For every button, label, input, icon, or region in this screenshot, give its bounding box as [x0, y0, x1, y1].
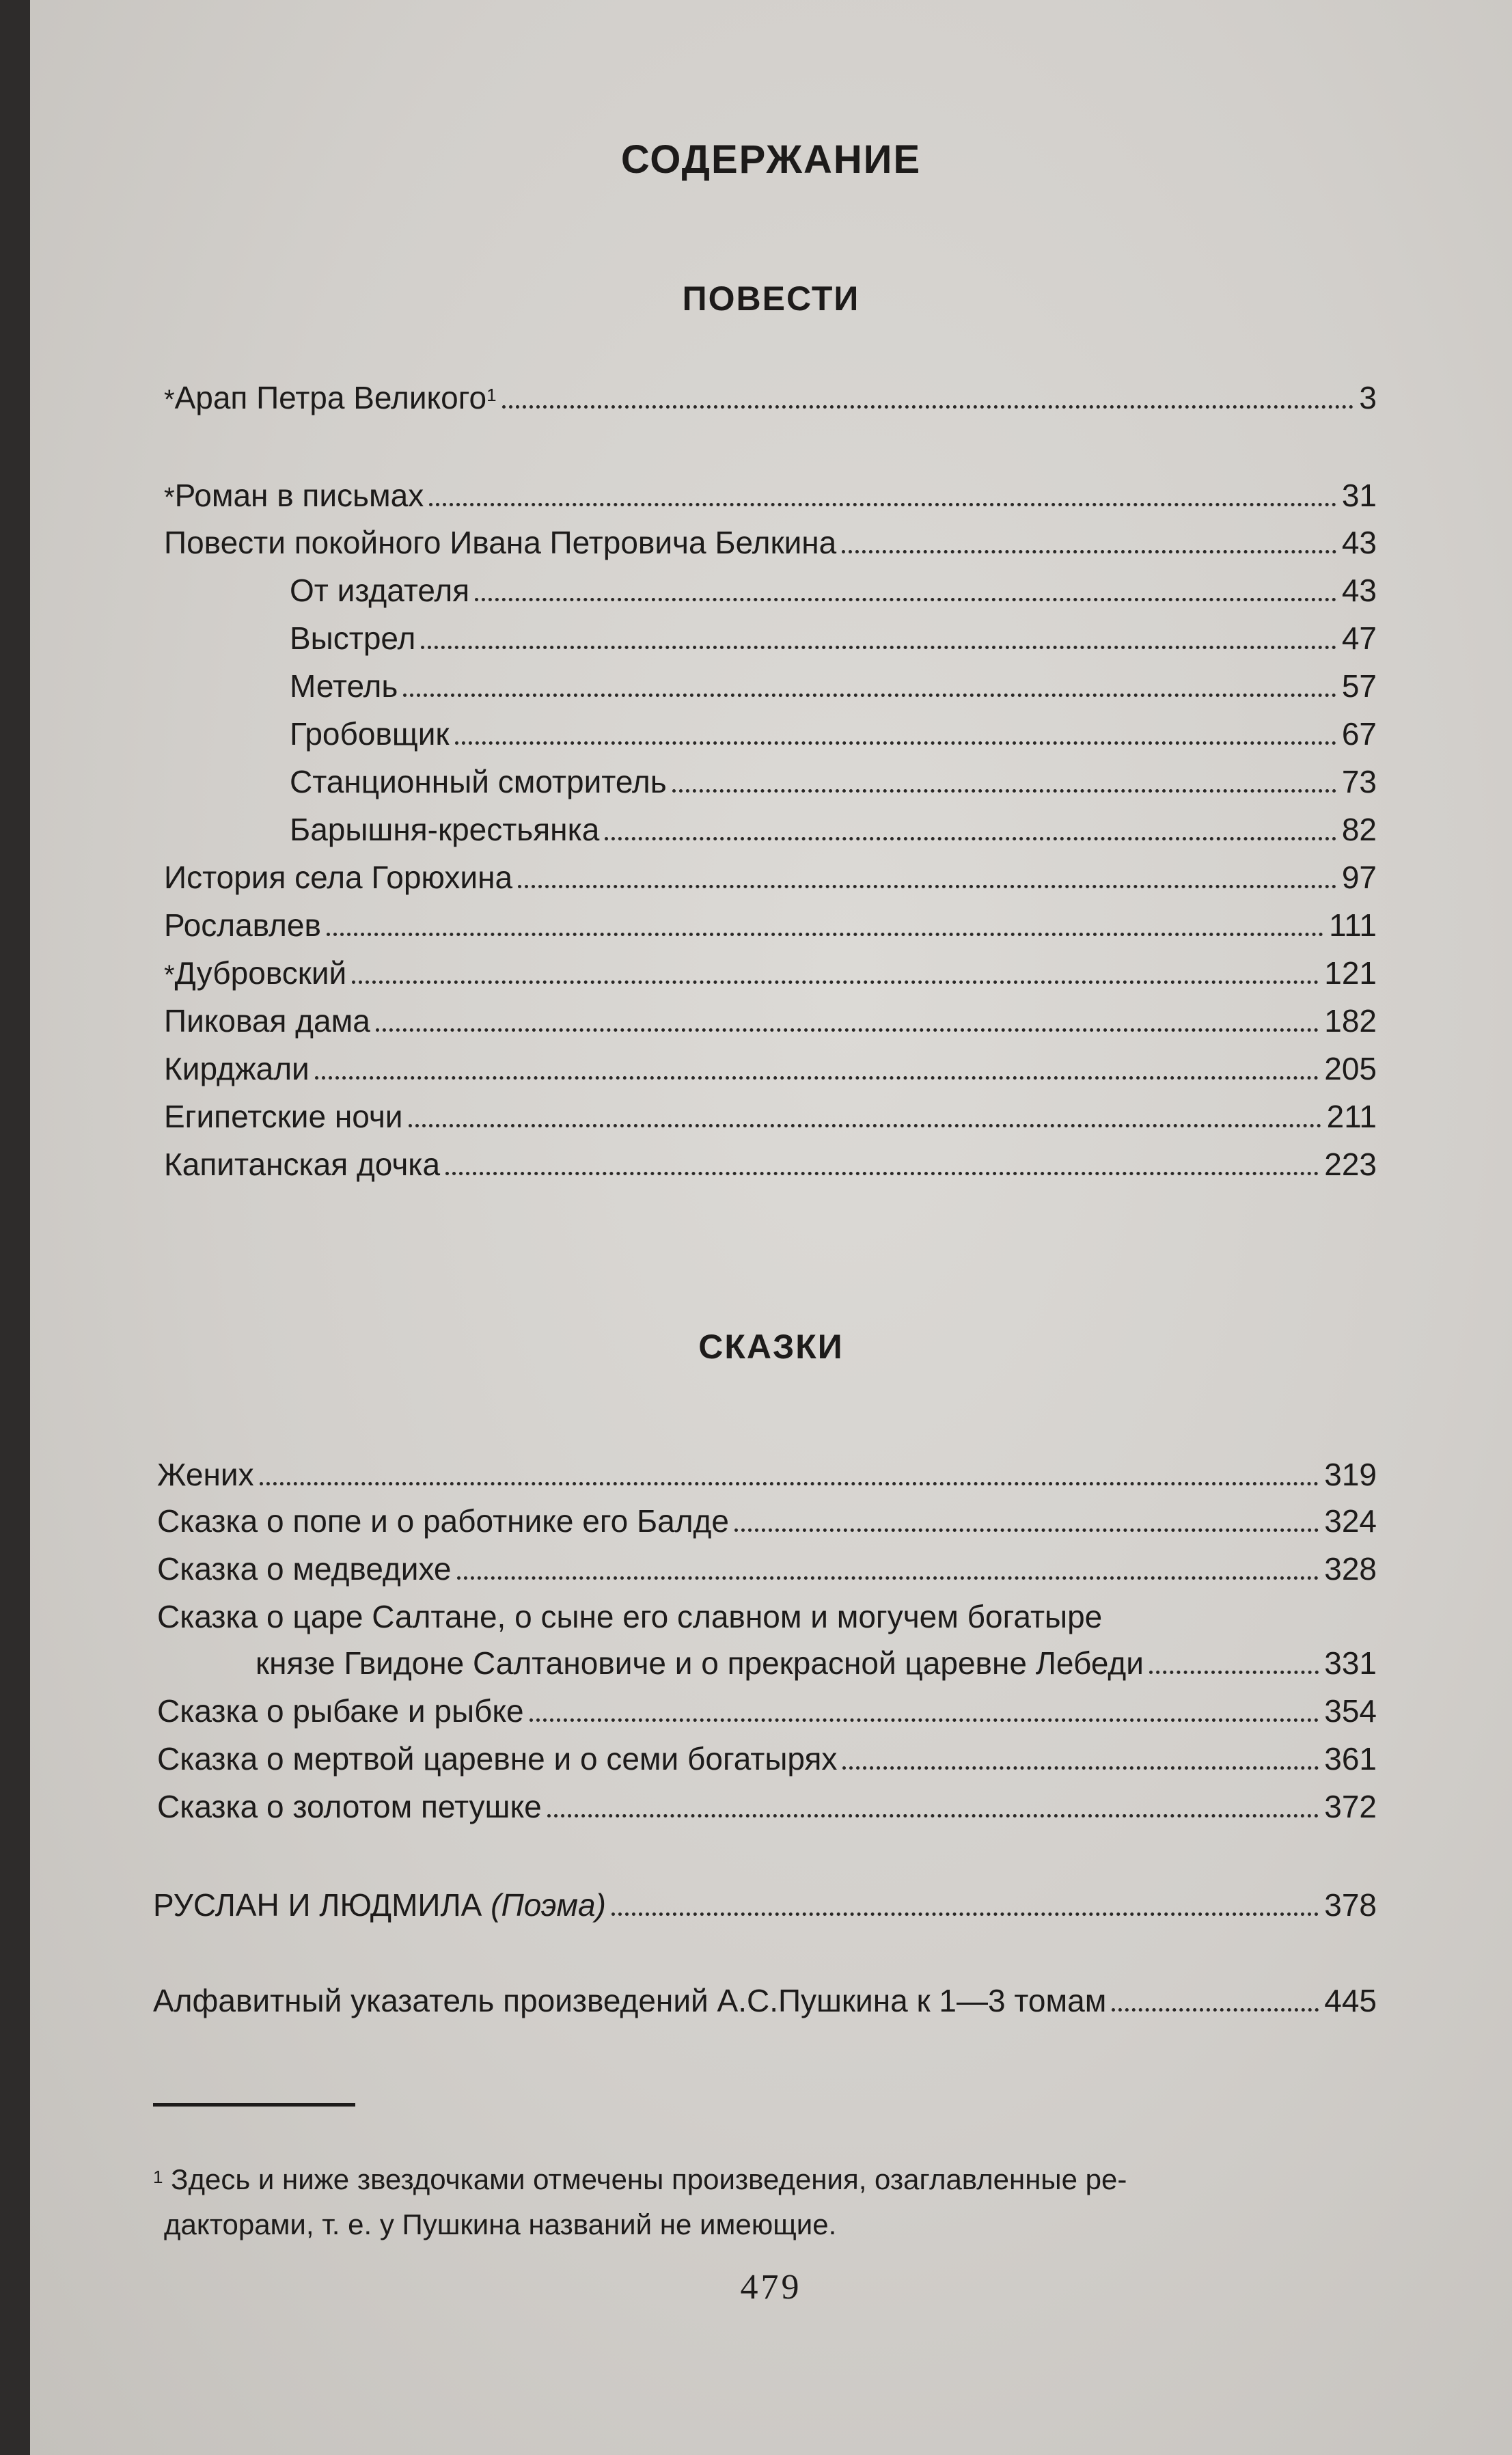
toc-entry[interactable]	[164, 522, 1377, 563]
toc-page-number: 67	[1341, 716, 1377, 752]
leader-dots	[409, 1124, 1321, 1127]
toc-entry[interactable]	[290, 618, 1377, 659]
toc-page-number: 31	[1341, 478, 1377, 513]
toc-entry[interactable]	[290, 809, 1377, 850]
toc-entry[interactable]	[157, 1690, 1377, 1731]
toc-page-number: 223	[1324, 1147, 1377, 1182]
toc-page-number: 97	[1341, 860, 1377, 895]
leader-dots	[429, 503, 1336, 506]
toc-entry[interactable]	[157, 1454, 1377, 1495]
toc-entry[interactable]	[164, 1048, 1377, 1089]
toc-page-number: 121	[1324, 955, 1377, 991]
leader-dots	[530, 1718, 1319, 1722]
toc-entry-title: Капитанская дочка	[164, 1147, 441, 1182]
leader-dots	[547, 1814, 1319, 1818]
toc-entry[interactable]	[164, 952, 1377, 993]
toc-entry-title: Сказка о медведихе	[157, 1551, 452, 1587]
leader-dots	[672, 789, 1336, 793]
leader-dots	[734, 1528, 1319, 1532]
toc-entry-subtitle: (Поэма)	[491, 1887, 606, 1923]
toc-entry[interactable]	[164, 1096, 1377, 1137]
toc-entry-title: Сказка о мертвой царевне и о семи богатырях	[157, 1741, 838, 1777]
toc-entry-title: Алфавитный указатель произведений А.С.Пушкина к 1—3 томам	[153, 1983, 1107, 2018]
footnote-rule	[153, 2103, 355, 2107]
toc-entry[interactable]	[164, 857, 1377, 898]
toc-page-number: 3	[1359, 380, 1377, 415]
toc-page-number: 319	[1324, 1457, 1377, 1492]
toc-entry-title: *Дубровский	[164, 955, 347, 991]
leader-dots	[352, 980, 1319, 984]
section-heading-povesti: ПОВЕСТИ	[682, 279, 860, 318]
toc-entry[interactable]	[164, 377, 1377, 418]
toc-page-number: 445	[1324, 1983, 1377, 2018]
leader-dots	[327, 933, 1323, 936]
leader-dots	[842, 550, 1336, 553]
footnote-mark: 1	[153, 2167, 163, 2187]
toc-entry-index[interactable]	[153, 1980, 1377, 2021]
section-heading-skazki: СКАЗКИ	[698, 1328, 844, 1366]
leader-dots	[421, 646, 1336, 649]
toc-page-number: 43	[1341, 525, 1377, 560]
toc-entry[interactable]	[164, 1144, 1377, 1185]
toc-entry-title: *Арап Петра Великого$^1$	[164, 380, 497, 415]
toc-entry-title: Метель	[290, 668, 398, 704]
toc-entry-title: Пиковая дама	[164, 1003, 370, 1039]
toc-entry[interactable]	[290, 666, 1377, 707]
leader-dots	[403, 694, 1336, 697]
toc-page-number: 47	[1341, 620, 1377, 656]
toc-entry-title: Выстрел	[290, 620, 416, 656]
toc-page-number: 354	[1324, 1693, 1377, 1729]
toc-entry-title: Жених	[157, 1457, 254, 1492]
toc-page-number: 111	[1329, 907, 1377, 943]
toc-entry-title: Сказка о попе и о работнике его Балде	[157, 1503, 729, 1539]
toc-entry-title: Сказка о золотом петушке	[157, 1789, 542, 1824]
toc-entry-title: Барышня-крестьянка	[290, 812, 600, 847]
leader-dots	[445, 1172, 1319, 1175]
toc-page-number: 324	[1324, 1503, 1377, 1539]
leader-dots	[475, 598, 1336, 601]
toc-entry[interactable]	[164, 905, 1377, 946]
toc-entry[interactable]	[157, 1548, 1377, 1589]
toc-entry-title: Рославлев	[164, 907, 321, 943]
leader-dots	[315, 1076, 1319, 1080]
leader-dots	[457, 1576, 1319, 1580]
toc-page-number: 73	[1341, 764, 1377, 799]
toc-entry[interactable]	[157, 1786, 1377, 1827]
page-number: 479	[740, 2268, 802, 2307]
leader-dots	[1149, 1671, 1319, 1674]
toc-entry[interactable]	[290, 570, 1377, 611]
toc-page-number: 361	[1324, 1741, 1377, 1777]
toc-entry-title: Повести покойного Ивана Петровича Белкина	[164, 525, 837, 560]
toc-entry-title: Станционный смотритель	[290, 764, 667, 799]
toc-page-number: 82	[1341, 812, 1377, 847]
toc-entry[interactable]	[157, 1500, 1377, 1541]
toc-entry[interactable]	[256, 1643, 1377, 1684]
toc-page-number: 182	[1324, 1003, 1377, 1039]
toc-entry[interactable]	[164, 1000, 1377, 1041]
toc-entry-title: От издателя	[290, 573, 470, 608]
toc-entry-title: Гробовщик	[290, 716, 450, 752]
leader-dots	[611, 1912, 1319, 1916]
toc-entry-title: Кирджали	[164, 1051, 310, 1086]
leader-dots	[455, 741, 1336, 745]
toc-entry-title-line2: князе Гвидоне Салтановиче и о прекрасной царевне Лебеди	[256, 1645, 1144, 1681]
leader-dots	[502, 405, 1354, 409]
toc-page-number: 211	[1326, 1099, 1377, 1134]
footnote-line1: $^1$ Здесь и ниже звездочками отмечены произведения, озаглавленные ре-	[153, 2163, 1127, 2195]
toc-page-number: 43	[1341, 573, 1377, 608]
toc-entry-title: *Роман в письмах	[164, 478, 424, 513]
leader-dots	[260, 1482, 1319, 1485]
toc-entry-title: РУСЛАН И ЛЮДМИЛА (Поэма)	[153, 1887, 606, 1923]
toc-page-number: 328	[1324, 1551, 1377, 1587]
toc-entry-title: Египетские ночи	[164, 1099, 403, 1134]
toc-entry[interactable]	[290, 713, 1377, 754]
toc-entry-title: История села Горюхина	[164, 860, 513, 895]
toc-page-number: 378	[1324, 1887, 1377, 1923]
toc-entry-title: Сказка о рыбаке и рыбке	[157, 1693, 524, 1729]
leader-dots	[842, 1766, 1319, 1770]
toc-entry-title-line1[interactable]: Сказка о царе Салтане, о сыне его славном и могучем богатыре	[157, 1599, 1103, 1634]
footnote-ref: 1	[486, 385, 497, 405]
toc-page-number: 372	[1324, 1789, 1377, 1824]
leader-dots	[605, 837, 1336, 840]
toc-entry-ruslan[interactable]	[153, 1884, 1377, 1925]
toc-entry[interactable]	[164, 475, 1377, 516]
toc-page-number: 331	[1324, 1645, 1377, 1681]
leader-dots	[1112, 2008, 1319, 2012]
page-title: СОДЕРЖАНИЕ	[620, 137, 922, 182]
toc-entry[interactable]	[290, 761, 1377, 802]
footnote-line2: дакторами, т. е. у Пушкина названий не имеющие.	[164, 2208, 837, 2240]
leader-dots	[518, 885, 1336, 888]
leader-dots	[376, 1028, 1319, 1032]
book-page	[30, 0, 1512, 2455]
toc-page-number: 205	[1324, 1051, 1377, 1086]
toc-page-number: 57	[1341, 668, 1377, 704]
toc-entry[interactable]	[157, 1738, 1377, 1779]
